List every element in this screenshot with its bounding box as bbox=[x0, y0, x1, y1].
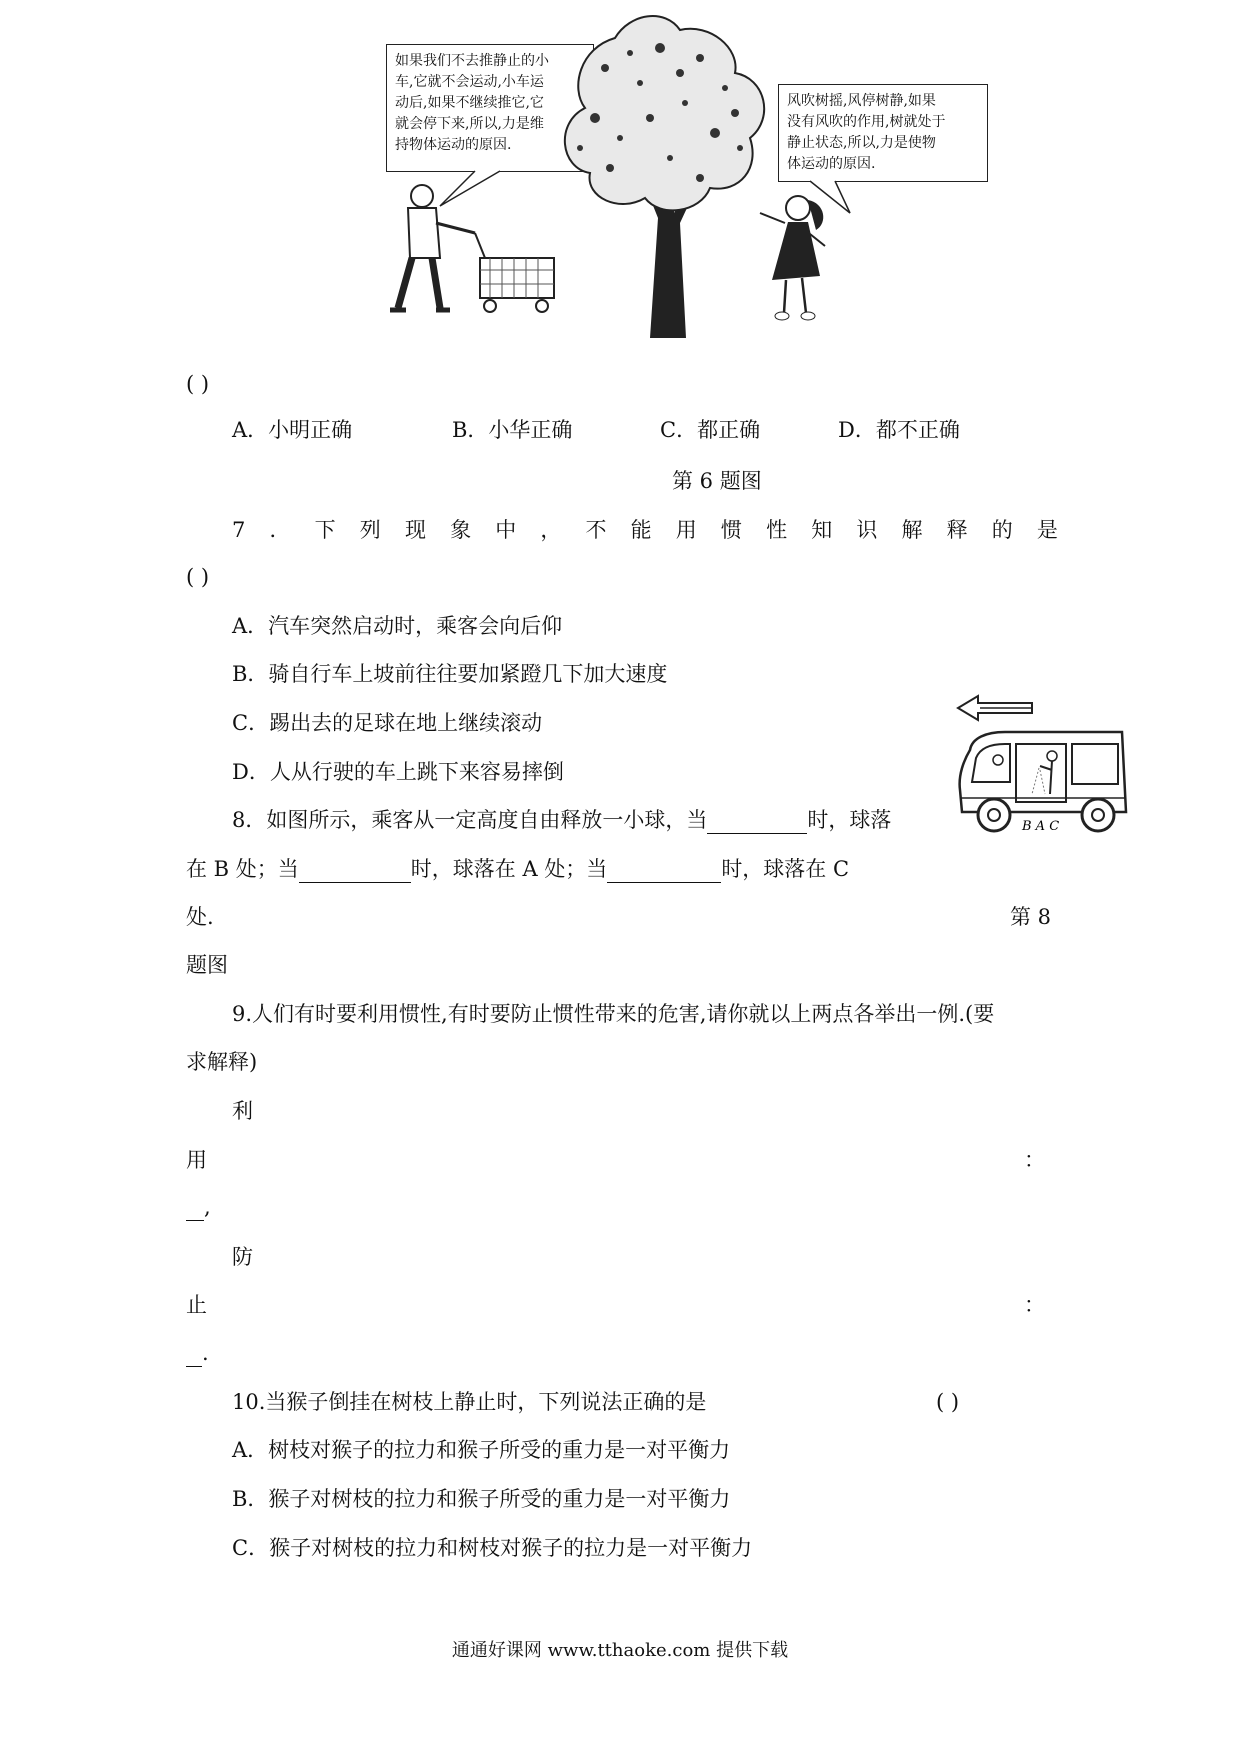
bubble-right-line: 风吹树摇,风停树静,如果 bbox=[787, 93, 936, 109]
q9-prevent-end: . bbox=[202, 1341, 209, 1365]
q7-stem-char: 7 bbox=[232, 518, 246, 542]
shopping-cart-icon bbox=[475, 233, 554, 312]
q8-figure-caption-part-2: 题图 bbox=[186, 953, 228, 977]
q7-stem-char: 是 bbox=[1036, 518, 1058, 542]
q9-prevent-colon: ： bbox=[1024, 1293, 1045, 1317]
q7-stem-char: 惯 bbox=[720, 518, 742, 542]
q6-option-b: B．小华正确 bbox=[452, 418, 573, 442]
q7-option-a: A．汽车突然启动时，乘客会向后仰 bbox=[232, 614, 563, 638]
q9-prevent-blank[interactable] bbox=[186, 1344, 202, 1367]
q6-option-d: D．都不正确 bbox=[838, 418, 960, 442]
q10-option-b: B．猴子对树枝的拉力和猴子所受的重力是一对平衡力 bbox=[232, 1487, 731, 1511]
q7-stem-char: 知 bbox=[811, 518, 833, 542]
q9-prevent-answer-line[interactable] bbox=[186, 1339, 209, 1367]
left-arrow-icon bbox=[958, 696, 1032, 720]
q8-blank-1[interactable] bbox=[707, 811, 807, 834]
bubble-right-line: 体运动的原因. bbox=[787, 156, 876, 172]
q8-blank-2[interactable] bbox=[299, 860, 411, 883]
figure-6-illustration bbox=[380, 8, 990, 358]
q7-stem-char: 列 bbox=[359, 518, 381, 542]
q8-line-1 bbox=[232, 806, 891, 834]
bubble-left-line: 动后,如果不继续推它,它 bbox=[395, 95, 544, 111]
q9-use-blank[interactable] bbox=[186, 1198, 204, 1221]
q9-use-label-1: 利 bbox=[232, 1099, 253, 1123]
q6-figure-caption: 第 6 题图 bbox=[672, 469, 762, 493]
q7-option-c: C．踢出去的足球在地上继续滚动 bbox=[232, 711, 543, 735]
van-icon bbox=[960, 732, 1126, 831]
q8-text: 8．如图所示，乘客从一定高度自由释放一小球，当 bbox=[232, 808, 708, 832]
q7-answer-paren: ( ) bbox=[186, 565, 210, 589]
q8-text: 时，球落在 A 处；当 bbox=[410, 857, 608, 881]
q7-stem-char: 释 bbox=[946, 518, 968, 542]
q9-use-colon: ： bbox=[1024, 1148, 1045, 1172]
bubble-left-line: 如果我们不去推静止的小 bbox=[395, 53, 549, 69]
q7-stem-char: 不 bbox=[585, 518, 607, 542]
q8-text: 在 B 处；当 bbox=[186, 857, 299, 881]
tree-icon bbox=[565, 16, 764, 338]
q9-use-end: , bbox=[204, 1195, 211, 1219]
q8-line-3-end: 处. bbox=[186, 905, 214, 929]
q9-stem-line-2: 求解释) bbox=[186, 1050, 258, 1074]
q9-prevent-label-1: 防 bbox=[232, 1245, 253, 1269]
q10-stem: 10.当猴子倒挂在树枝上静止时，下列说法正确的是 bbox=[232, 1390, 707, 1414]
q7-stem-char: 能 bbox=[630, 518, 652, 542]
figure-6 bbox=[380, 8, 990, 358]
q9-use-answer-line[interactable] bbox=[186, 1193, 211, 1221]
bubble-left-line: 车,它就不会运动,小车运 bbox=[395, 74, 544, 90]
q8-blank-3[interactable] bbox=[607, 860, 721, 883]
q7-stem-char: ， bbox=[540, 518, 562, 542]
q10-option-a: A．树枝对猴子的拉力和猴子所受的重力是一对平衡力 bbox=[232, 1438, 731, 1462]
q7-stem-char: 象 bbox=[450, 518, 472, 542]
page-footer: 通通好课网 www.tthaoke.com 提供下载 bbox=[451, 1640, 789, 1661]
bubble-right-line: 没有风吹的作用,树就处于 bbox=[787, 114, 946, 130]
q7-stem-char: 识 bbox=[856, 518, 878, 542]
bubble-left-line: 就会停下来,所以,力是维 bbox=[395, 116, 544, 132]
q8-text: 时，球落 bbox=[807, 808, 892, 832]
q7-option-d: D．人从行驶的车上跳下来容易摔倒 bbox=[232, 760, 564, 784]
girl-icon bbox=[760, 196, 825, 320]
q9-stem-line-1: 9.人们有时要利用惯性,有时要防止惯性带来的危害,请你就以上两点各举出一例.(要 bbox=[232, 1002, 995, 1026]
q7-stem-char: ． bbox=[269, 518, 291, 542]
q7-stem-char: 下 bbox=[314, 518, 336, 542]
boy-pushing-cart-icon bbox=[390, 185, 475, 310]
q6-answer-paren: ( ) bbox=[186, 372, 210, 396]
q7-stem-char: 现 bbox=[404, 518, 426, 542]
q7-stem-char: 性 bbox=[766, 518, 788, 542]
q6-option-a: A．小明正确 bbox=[232, 418, 353, 442]
q8-figure-caption-part-1: 第 8 bbox=[1010, 905, 1052, 929]
q7-stem-char: 解 bbox=[901, 518, 923, 542]
q7-option-b: B．骑自行车上坡前往往要加紧蹬几下加大速度 bbox=[232, 662, 668, 686]
q9-prevent-label-2: 止 bbox=[186, 1293, 207, 1317]
q10-option-c: C．猴子对树枝的拉力和树枝对猴子的拉力是一对平衡力 bbox=[232, 1536, 753, 1560]
q10-answer-paren: ( ) bbox=[936, 1390, 960, 1414]
bubble-left-line: 持物体运动的原因. bbox=[395, 137, 512, 153]
figure-8-van bbox=[950, 690, 1150, 850]
q7-stem bbox=[232, 516, 1058, 544]
q8-line-2 bbox=[186, 855, 849, 883]
q6-option-c: C．都正确 bbox=[660, 418, 761, 442]
van-drop-labels: B A C bbox=[1022, 819, 1060, 834]
q9-use-label-2: 用 bbox=[186, 1148, 207, 1172]
bubble-right-line: 静止状态,所以,力是使物 bbox=[787, 135, 936, 151]
q8-text: 时，球落在 C bbox=[721, 857, 850, 881]
q7-stem-char: 用 bbox=[675, 518, 697, 542]
q7-stem-char: 的 bbox=[991, 518, 1013, 542]
q7-stem-char: 中 bbox=[495, 518, 517, 542]
